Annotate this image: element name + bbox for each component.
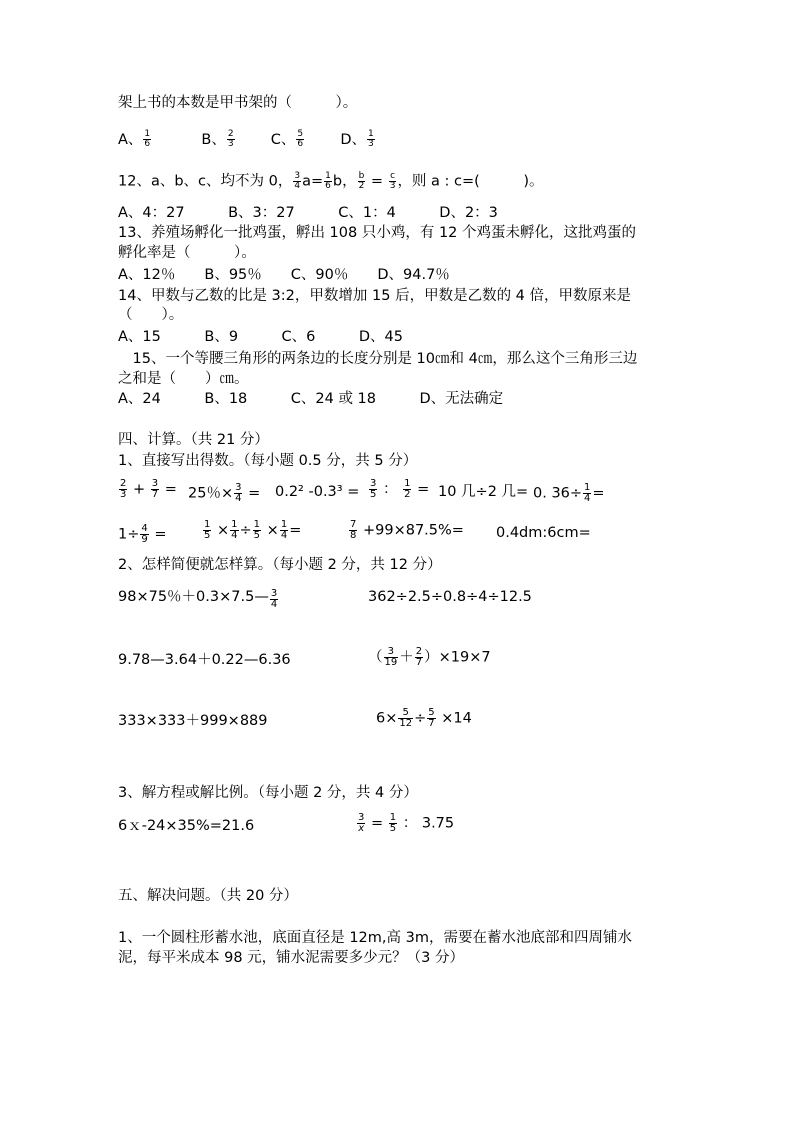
q12-options: A、4：27 B、3：27 C、1：4 D、2：3 xyxy=(118,205,498,221)
q11-option-c: C、 $\frac{5}{6}$ xyxy=(270,129,304,149)
calc-r2-a: 1÷ $\frac{4}{9}$ = xyxy=(118,523,167,545)
s5-q1-line2: 泥，每平米成本 98 元，铺水泥需要多少元？（3 分） xyxy=(118,950,465,966)
q15-stem-line1: 15、一个等腰三角形的两条边的长度分别是 10㎝和 4㎝，那么这个三角形三边 xyxy=(118,351,638,367)
q14-stem-line1: 14、甲数与乙数的比是 3:2，甲数增加 15 后，甲数是乙数的 4 倍，甲数原来是 xyxy=(118,288,632,304)
q11-stem: 架上书的本数是甲书架的（ ）。 xyxy=(118,95,358,111)
q14-stem-line2: （ ）。 xyxy=(118,307,184,323)
q13-stem-line2: 孵化率是（ ）。 xyxy=(118,245,256,261)
s4-q1-title: 1、直接写出得数。（每小题 0.5 分，共 5 分） xyxy=(118,453,418,469)
simplify-expr-1: 98×75％＋0.3×7.5— $\frac{3}{4}$ xyxy=(118,588,278,610)
q15-stem-line2: 之和是（ ）㎝。 xyxy=(118,371,249,387)
q11-option-d: D、 $\frac{1}{3}$ xyxy=(340,129,374,149)
q11-options xyxy=(118,130,376,149)
calc-r2-d: 0.4dm:6cm= xyxy=(496,525,591,541)
calc-r1-e: 10 几÷2 几= xyxy=(438,484,529,500)
calc-r2-b: $\frac{1}{5}$ × $\frac{1}{4}$ ÷ $\frac{1}{5}$ × $\frac{1}{4}$ = xyxy=(204,519,302,541)
simplify-expr-6: 6× $\frac{5}{12}$ ÷ $\frac{5}{7}$ ×14 xyxy=(376,707,472,729)
q11-option-a: A、 $\frac{1}{6}$ xyxy=(118,129,151,149)
simplify-expr-5: 333×333＋999×889 xyxy=(118,713,268,729)
section-5-title: 五、解决问题。（共 20 分） xyxy=(118,888,298,904)
section-4-title: 四、计算。（共 21 分） xyxy=(118,432,269,448)
simplify-expr-3: 9.78—3.64＋0.22—6.36 xyxy=(118,652,291,668)
simplify-expr-4: （ $\frac{3}{19}$ ＋ $\frac{2}{7}$ ）×19×7 xyxy=(368,646,491,668)
calc-r1-f: 0. 36÷ $\frac{1}{4}$ = xyxy=(533,482,605,504)
equation-2: $\frac{3}{x}$ = $\frac{1}{5}$ ： 3.75 xyxy=(358,812,455,834)
s4-q3-title: 3、解方程或解比例。（每小题 2 分，共 4 分） xyxy=(118,785,418,801)
calc-r1-a: $\frac{2}{3}$ + $\frac{3}{7}$ = xyxy=(120,478,177,500)
q14-options: A、15 B、9 C、6 D、45 xyxy=(118,329,404,345)
simplify-expr-2: 362÷2.5÷0.8÷4÷12.5 xyxy=(368,589,532,605)
q11-option-b: B、 $\frac{2}{3}$ xyxy=(201,129,234,149)
s5-q1-line1: 1、一个圆柱形蓄水池，底面直径是 12m,高 3m，需要在蓄水池底部和四周铺水 xyxy=(118,930,632,946)
q15-options: A、24 B、18 C、24 或 18 D、无法确定 xyxy=(118,391,504,407)
q13-options: A、12％ B、95％ C、90％ D、94.7％ xyxy=(118,267,450,283)
equation-1: 6ｘ-24×35%=21.6 xyxy=(118,818,255,834)
calc-r1-d: $\frac{3}{5}$ ： $\frac{1}{2}$ = xyxy=(370,478,430,500)
calc-r1-c: 0.2² -0.3³ = xyxy=(275,484,360,500)
calc-r2-c: $\frac{7}{8}$ +99×87.5%= xyxy=(350,519,464,541)
q13-stem-line1: 13、养殖场孵化一批鸡蛋，孵出 108 只小鸡，有 12 个鸡蛋未孵化，这批鸡蛋的 xyxy=(118,225,637,241)
calc-r1-b: 25％× $\frac{3}{4}$ = xyxy=(188,482,261,504)
s4-q2-title: 2、怎样简便就怎样算。（每小题 2 分，共 12 分） xyxy=(118,557,442,573)
q12-stem: 12、a、b、c、均不为 0， $\frac{3}{4}$ a= $\frac{1}{6}$ b， $\frac{b}{2}$ = $\frac{c}{3}$ ，则 a : c=( )。 xyxy=(118,171,544,191)
